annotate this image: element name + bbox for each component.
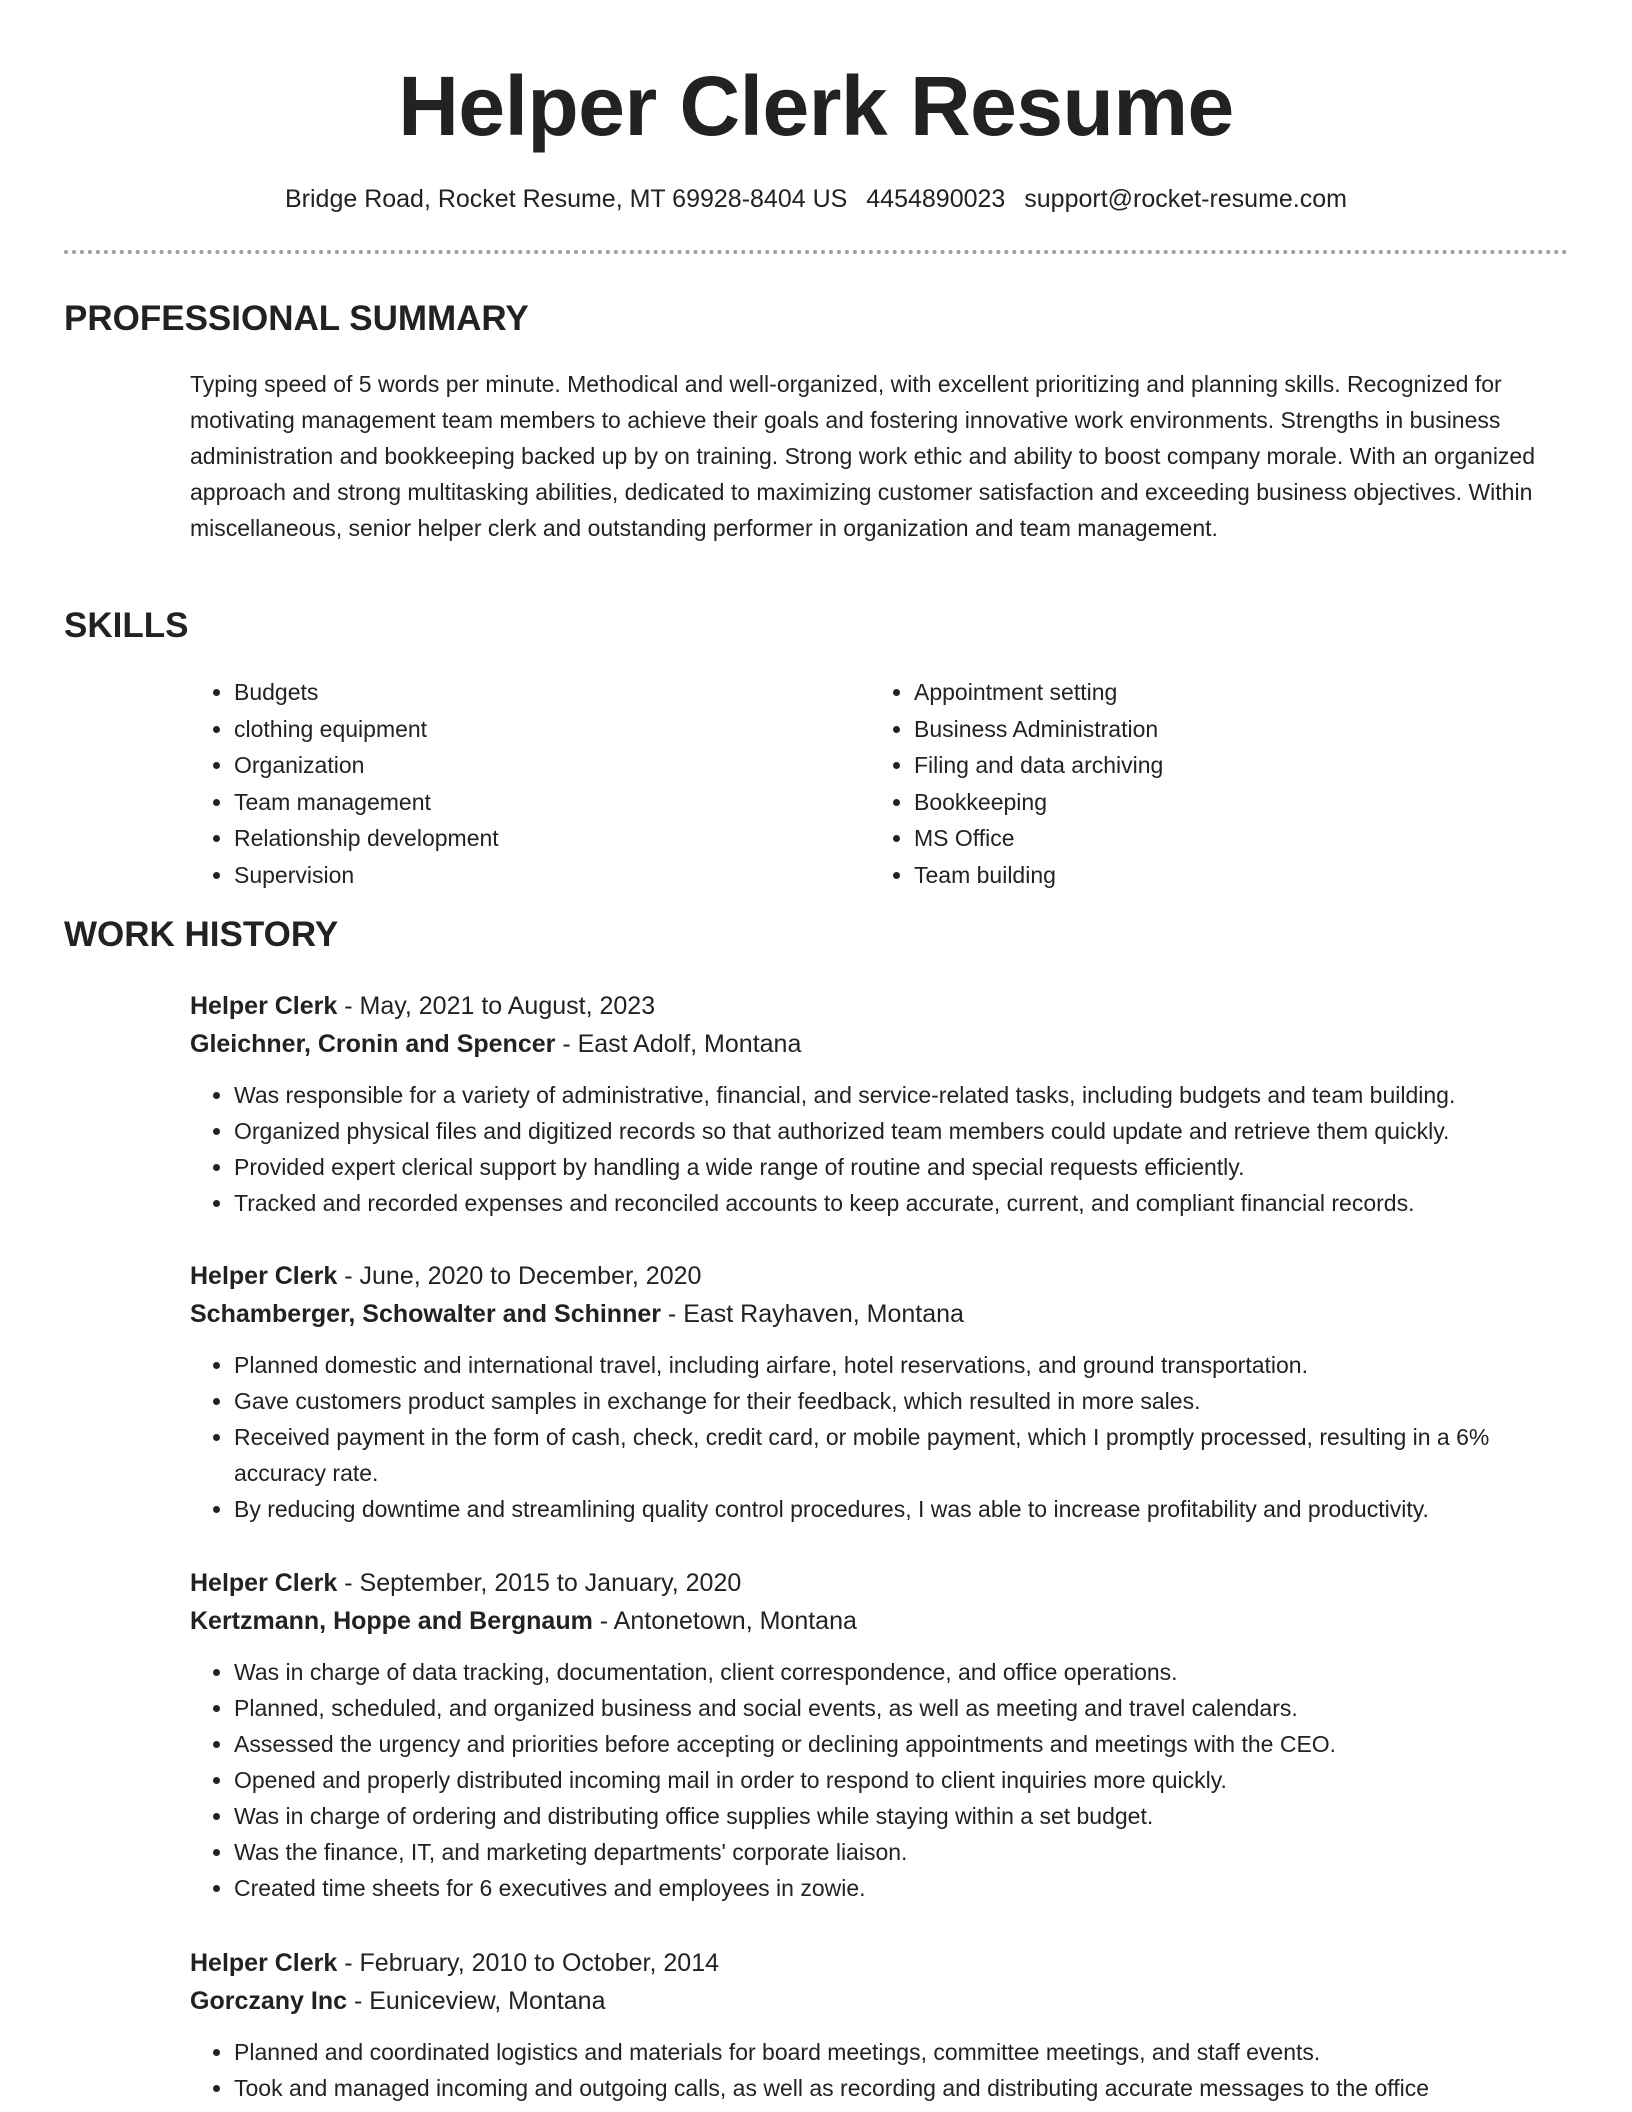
job-company-line (190, 1025, 1580, 1063)
skill-item: • Supervision (234, 857, 870, 894)
job-bullet: • Gave customers product samples in exchange for their feedback, which resulted in more sales. (234, 1383, 1580, 1419)
job-company-line (190, 1602, 1580, 1640)
job-bullet: • Took and managed incoming and outgoing calls, as well as recording and distributing accurate messages to the office (234, 2070, 1580, 2106)
job-bullet: • Organized physical files and digitized records so that authorized team members could update and retrieve them quickly. (234, 1113, 1580, 1149)
job-company-line (190, 1982, 1580, 2020)
resume-title: Helper Clerk Resume (398, 59, 1234, 153)
contact-address: Bridge Road, Rocket Resume, MT 69928-8404 US (284, 185, 848, 213)
job-company: Kertzmann, Hoppe and Bergnaum (190, 1607, 593, 1635)
job-dates: - February, 2010 to October, 2014 (337, 1949, 719, 1977)
job-bullet: • Created time sheets for 6 executives and employees in zowie. (234, 1870, 1580, 1906)
skills-list (190, 674, 1570, 893)
job-bullet: • Provided expert clerical support by handling a wide range of routine and special requests efficiently. (234, 1149, 1580, 1185)
job-bullet: • Opened and properly distributed incoming mail in order to respond to client inquiries more quickly. (234, 1762, 1580, 1798)
skill-item: • clothing equipment (234, 711, 870, 748)
skill-item: • Filing and data archiving (914, 747, 1550, 784)
job-entry (190, 987, 1580, 1221)
job-bullets (190, 1654, 1580, 1906)
job-dates: - May, 2021 to August, 2023 (337, 992, 656, 1020)
job-location: - East Rayhaven, Montana (660, 1300, 964, 1328)
section-title-skills: SKILLS (64, 606, 189, 645)
section-title-summary: PROFESSIONAL SUMMARY (64, 299, 529, 338)
skill-item: • Business Administration (914, 711, 1550, 748)
job-bullet: • Planned domestic and international travel, including airfare, hotel reservations, and ground transportation. (234, 1347, 1580, 1383)
job-bullet: • Was in charge of ordering and distributing office supplies while staying within a set budget. (234, 1798, 1580, 1834)
job-bullet: • Assessed the urgency and priorities before accepting or declining appointments and meetings with the CEO. (234, 1726, 1580, 1762)
job-bullets (190, 1347, 1580, 1527)
skill-item: • Relationship development (234, 820, 870, 857)
job-role-line (190, 1564, 1580, 1602)
section-title-work-history: WORK HISTORY (64, 915, 339, 954)
job-role: Helper Clerk (190, 1569, 338, 1597)
job-bullet: • Was responsible for a variety of administrative, financial, and service-related tasks, including budgets and team building. (234, 1077, 1580, 1113)
skill-item: • Team management (234, 784, 870, 821)
contact-email: support@rocket-resume.com (1024, 185, 1347, 213)
job-bullet: • Planned and coordinated logistics and materials for board meetings, committee meetings, and staff events. (234, 2034, 1580, 2070)
summary-text: Typing speed of 5 words per minute. Methodical and well-organized, with excellent prioritizing and planning skills. Recognized for motivating management team members to achieve their goals and fostering innovative work environments. Strengths in business administration and bookkeeping backed up by on training. Strong work ethic and ability to boost company morale. With an organized approach and strong multitasking abilities, dedicated to maximizing customer satisfaction and exceeding business objectives. Within miscellaneous, senior helper clerk and outstanding performer in organization and team management. (190, 371, 1536, 541)
job-bullets (190, 2034, 1580, 2106)
job-role: Helper Clerk (190, 1949, 338, 1977)
skill-item: • Team building (914, 857, 1550, 894)
skills-column-left (190, 674, 870, 893)
job-dates: - June, 2020 to December, 2020 (337, 1262, 702, 1290)
job-location: - East Adolf, Montana (555, 1030, 802, 1058)
header-divider (64, 250, 1568, 254)
job-bullets (190, 1077, 1580, 1221)
skill-item: • MS Office (914, 820, 1550, 857)
job-role: Helper Clerk (190, 1262, 338, 1290)
skills-column-right (870, 674, 1550, 893)
job-entry (190, 1944, 1580, 2106)
job-bullet: • Was the finance, IT, and marketing departments' corporate liaison. (234, 1834, 1580, 1870)
job-role-line (190, 987, 1580, 1025)
job-role: Helper Clerk (190, 992, 338, 1020)
job-role-line (190, 1944, 1580, 1982)
skill-item: • Bookkeeping (914, 784, 1550, 821)
job-company: Gleichner, Cronin and Spencer (190, 1030, 556, 1058)
job-company-line (190, 1295, 1580, 1333)
job-entry (190, 1257, 1580, 1527)
job-company: Schamberger, Schowalter and Schinner (190, 1300, 661, 1328)
job-bullet: • Received payment in the form of cash, check, credit card, or mobile payment, which I promptly processed, resulting in a 6% accuracy rate. (234, 1419, 1580, 1491)
job-bullet: • Was in charge of data tracking, documentation, client correspondence, and office operations. (234, 1654, 1580, 1690)
skill-item: • Appointment setting (914, 674, 1550, 711)
job-company: Gorczany Inc (190, 1987, 347, 2015)
skill-item: • Budgets (234, 674, 870, 711)
job-bullet: • Planned, scheduled, and organized business and social events, as well as meeting and travel calendars. (234, 1690, 1580, 1726)
job-bullet: • By reducing downtime and streamlining quality control procedures, I was able to increase profitability and productivity. (234, 1491, 1580, 1527)
job-dates: - September, 2015 to January, 2020 (337, 1569, 742, 1597)
job-entry (190, 1564, 1580, 1906)
contact-phone: 4454890023 (866, 185, 1006, 213)
contact-line (0, 181, 1632, 217)
job-location: - Euniceview, Montana (347, 1987, 606, 2015)
job-role-line (190, 1257, 1580, 1295)
job-bullet: • Tracked and recorded expenses and reconciled accounts to keep accurate, current, and compliant financial records. (234, 1185, 1580, 1221)
skill-item: • Organization (234, 747, 870, 784)
job-location: - Antonetown, Montana (592, 1607, 857, 1635)
